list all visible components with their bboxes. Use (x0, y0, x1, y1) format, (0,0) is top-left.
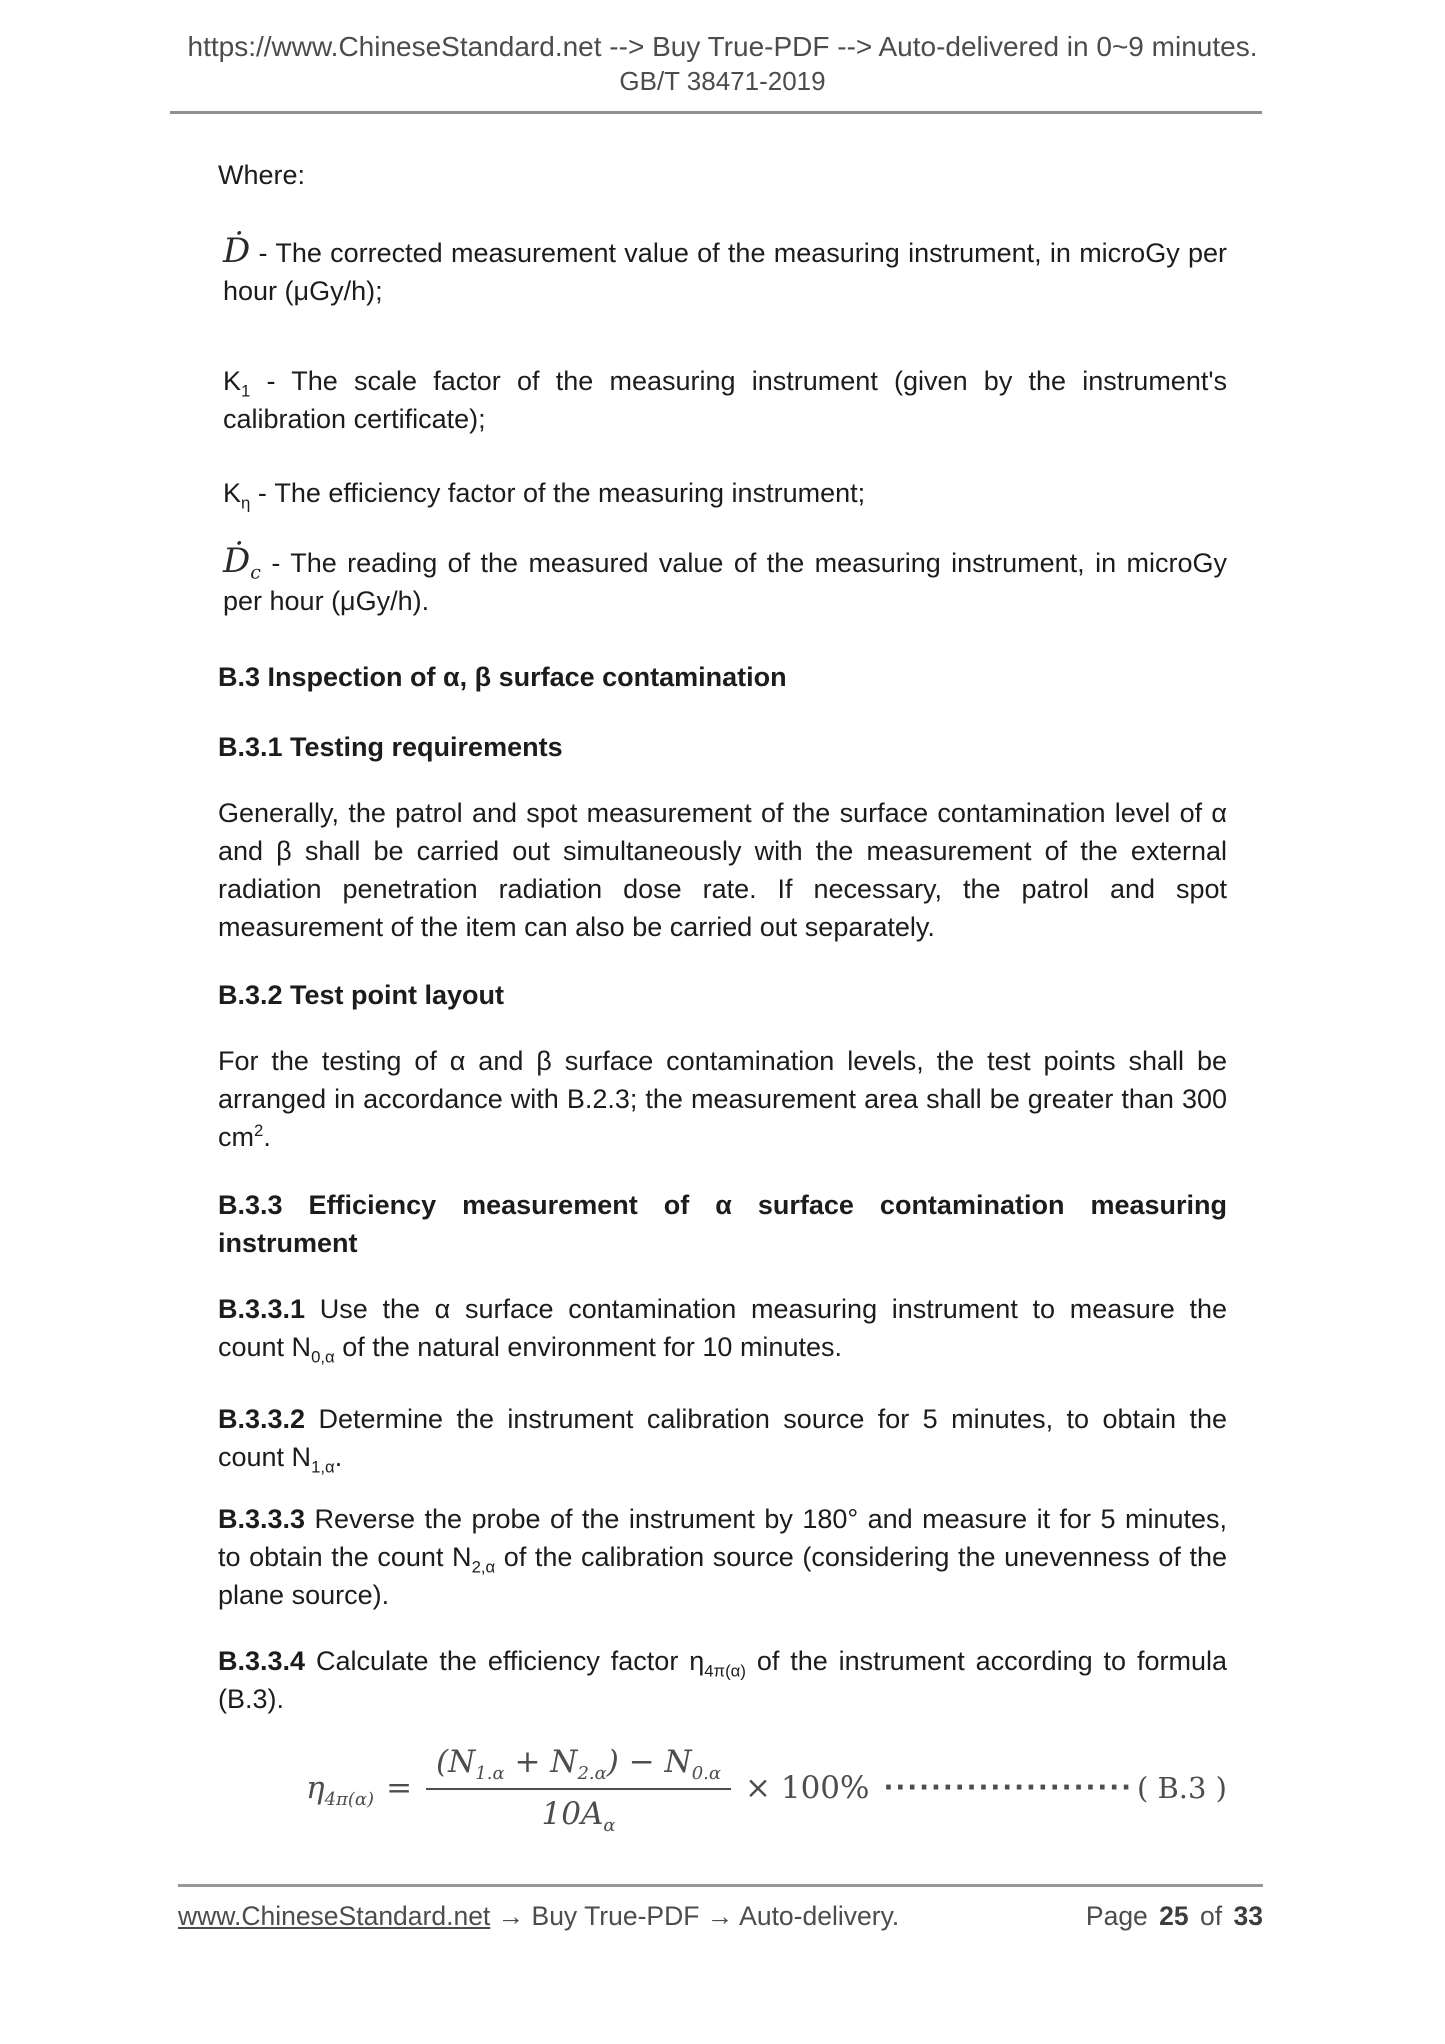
header-rule (170, 111, 1262, 114)
page-label: Page (1085, 1901, 1148, 1931)
definition-dc-dot: Ḋ$_c$ - The reading of the measured value of the measuring instrument, in microGy per hour (μGy/h). (223, 541, 1227, 616)
paragraph-b331: B.3.3.1 Use the α surface contamination measuring instrument to measure the count $N_{0,\alpha}$ of the natural environment for 10 minutes. (218, 1294, 1227, 1367)
footer-tagline: → Buy True-PDF → Auto-delivery. (490, 1901, 900, 1931)
section-heading-b31: B.3.1 Testing requirements (218, 732, 563, 762)
formula-numerator: $(N_{1.\alpha} + N_{2.\alpha}) - N_{0.\alpha}$ (426, 1744, 731, 1790)
page-footer (178, 1884, 1263, 1932)
page-total: 33 (1233, 1901, 1263, 1931)
of-label: of (1200, 1901, 1223, 1931)
page-current: 25 (1159, 1901, 1189, 1931)
page-header (0, 0, 1445, 96)
section-heading-b3: B.3 Inspection of α, β surface contamination (218, 662, 787, 692)
formula-leader-dots: ····················· (883, 1773, 1133, 1803)
formula-lhs: $\eta_{4\pi(\alpha)}$ (306, 1770, 375, 1811)
page-indicator (1086, 1900, 1263, 1932)
section-heading-b33: B.3.3 Efficiency measurement of α surface contamination measuring instrument (218, 1190, 1227, 1258)
definition-k1: $K_1$ - The scale factor of the measuring instrument (given by the instrument's calibration certificate); (223, 366, 1227, 434)
formula-reference: ( B.3 ) (1136, 1771, 1227, 1805)
footer-left (178, 1900, 899, 1932)
paragraph-b334: B.3.3.4 Calculate the efficiency factor $\eta_{4\pi(\alpha)}$ of the instrument according to formula (B.3). (218, 1646, 1227, 1714)
section-heading-b32: B.3.2 Test point layout (218, 980, 505, 1010)
formula-multiplier: × 100% (745, 1770, 870, 1806)
paragraph-b333: B.3.3.3 Reverse the probe of the instrument by 180° and measure it for 5 minutes, to obtain the count $N_{2,\alpha}$ of the calibration source (considering the unevenness of the plane source). (218, 1504, 1228, 1610)
doc-number: GB/T 38471-2019 (619, 66, 826, 96)
footer-rule (178, 1884, 1263, 1887)
formula-b3 (218, 1744, 1227, 1837)
where-label: Where: (218, 160, 306, 190)
footer-site-link[interactable]: www.ChineseStandard.net (178, 1901, 491, 1931)
definition-k-eta: $K_\eta$ - The efficiency factor of the measuring instrument; (223, 478, 866, 513)
formula-denominator: $10A_\alpha$ (541, 1796, 616, 1837)
page-content (0, 111, 1445, 1837)
footer-row (178, 1900, 1263, 1932)
paragraph-b32: For the testing of α and β surface contamination levels, the test points shall be arranged in accordance with B.2.3; the measurement area shall be greater than 300 $cm^2$. (218, 1046, 1227, 1152)
header-url: https://www.ChineseStandard.net --> Buy True-PDF --> Auto-delivered in 0~9 minutes. (187, 31, 1258, 62)
definition-d-dot: Ḋ - The corrected measurement value of the measuring instrument, in microGy per hour (μGy/h); (223, 231, 1227, 306)
formula-fraction (426, 1744, 731, 1837)
paragraph-b332: B.3.3.2 Determine the instrument calibration source for 5 minutes, to obtain the count $N_{1,\alpha}$. (218, 1404, 1227, 1477)
formula-equals-sign: = (386, 1770, 413, 1806)
paragraph-b31: Generally, the patrol and spot measurement of the surface contamination level of α and β shall be carried out simultaneously with the measurement of the external radiation penetration radiation dose rate. If necessary, the patrol and spot measurement of the item can also be carried out separately. (218, 798, 1227, 942)
